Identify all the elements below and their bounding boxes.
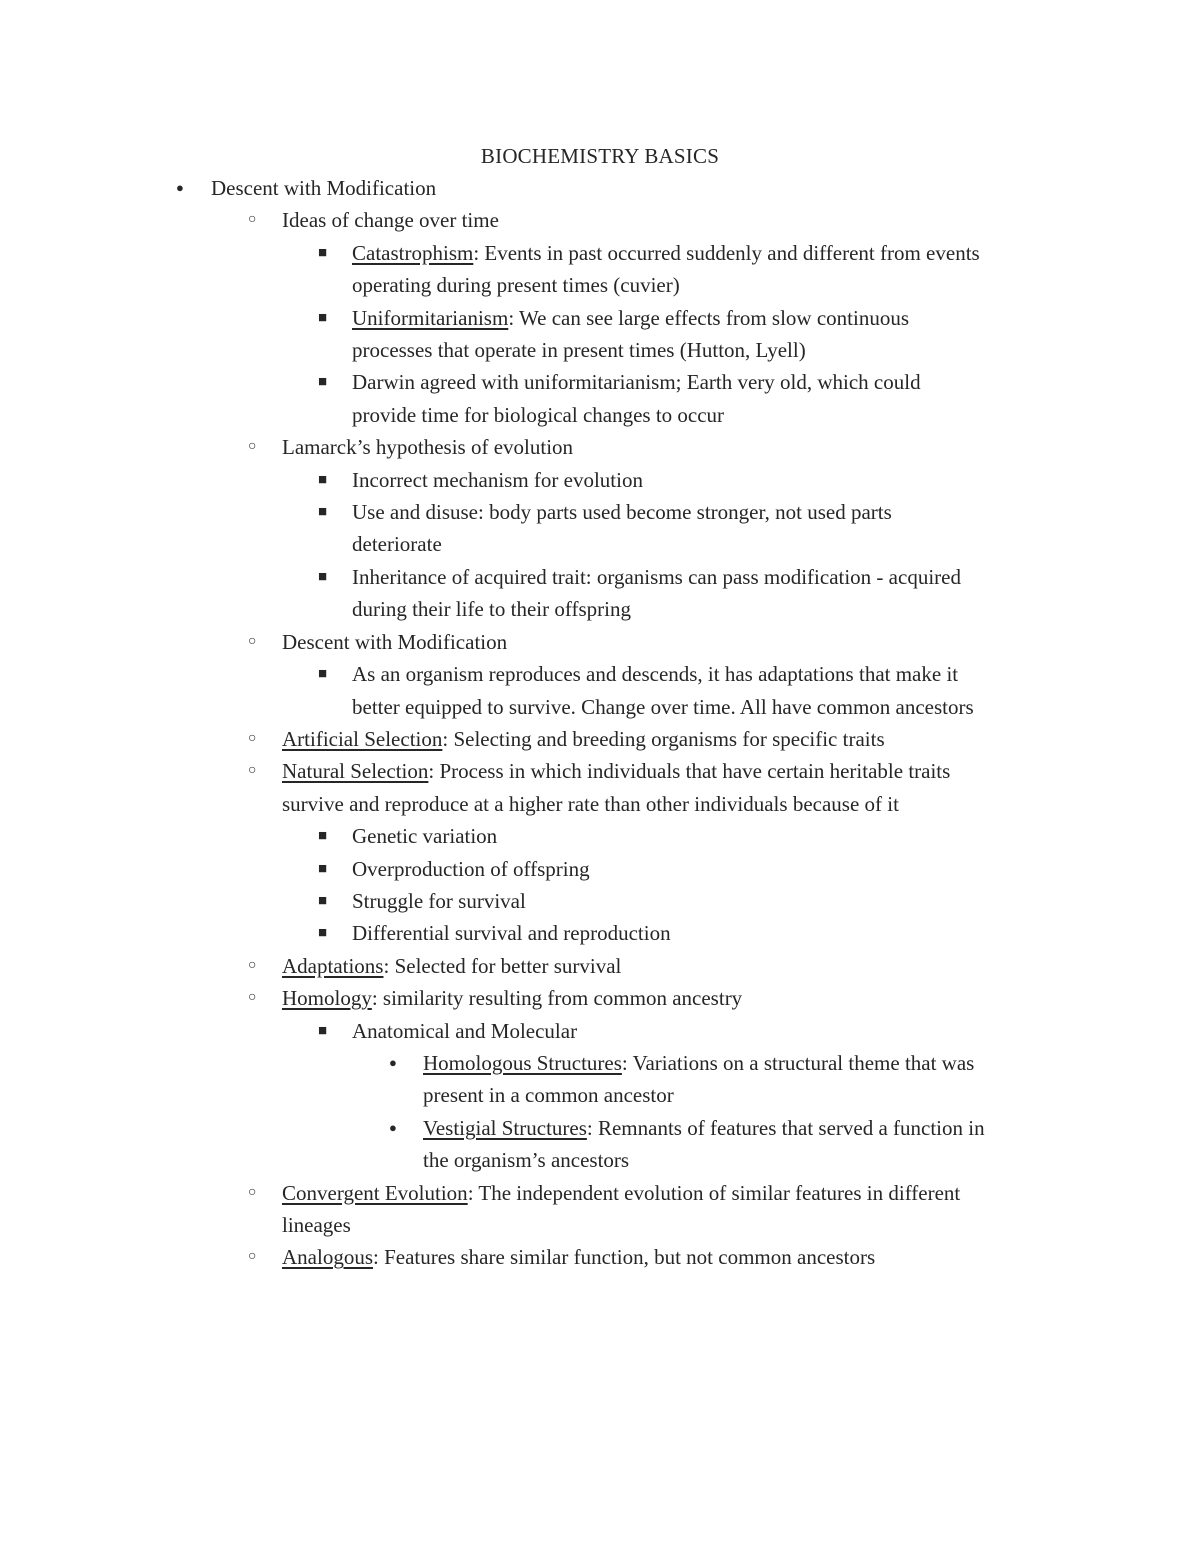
bullet-marker: ○ [248, 212, 257, 228]
outline-item-text [352, 561, 1200, 626]
outline-item-text [352, 496, 1200, 561]
text-line [423, 1079, 1200, 1111]
text-line [352, 366, 1200, 398]
bullet-marker: ■ [318, 471, 328, 488]
outline-item-text [352, 917, 1200, 949]
text-line [352, 237, 1200, 269]
outline-item-text [282, 431, 1200, 463]
outline-item-text [282, 1177, 1200, 1242]
line-text: deteriorate [352, 532, 442, 557]
term-label: Homology [282, 986, 372, 1011]
outline-item-level-3 [0, 853, 1200, 885]
term-label: Convergent Evolution [282, 1180, 468, 1205]
text-line [282, 626, 1200, 658]
bullet-marker: ■ [318, 828, 328, 845]
text-line [282, 1177, 1200, 1209]
text-line [282, 723, 1200, 755]
text-line [352, 853, 1200, 885]
outline-item-text [352, 464, 1200, 496]
bullet-marker: ○ [248, 1249, 257, 1265]
outline-item-text [282, 982, 1200, 1014]
line-text: Incorrect mechanism for evolution [352, 467, 643, 492]
bullet-marker: ■ [318, 666, 328, 683]
text-line [352, 658, 1200, 690]
bullet-marker: ■ [318, 504, 328, 521]
outline-item-text [282, 755, 1200, 820]
outline-item-level-3 [0, 366, 1200, 431]
text-line [352, 528, 1200, 560]
outline-item-text [352, 237, 1200, 302]
outline-item-text [352, 1015, 1200, 1047]
text-line [282, 204, 1200, 236]
text-line [352, 399, 1200, 431]
text-line [352, 1015, 1200, 1047]
outline-item-level-3 [0, 820, 1200, 852]
outline-item-level-2 [0, 982, 1200, 1014]
line-text: Anatomical and Molecular [352, 1018, 578, 1043]
outline-item-text [352, 366, 1200, 431]
outline-item-text [352, 885, 1200, 917]
term-label: Adaptations [282, 953, 384, 978]
line-text: : Features share similar function, but not common ancestors [373, 1245, 876, 1270]
line-text: Darwin agreed with uniformitarianism; Earth very old, which could [352, 370, 921, 395]
outline-item-text [352, 302, 1200, 367]
text-line [423, 1144, 1200, 1176]
outline-item-level-3 [0, 237, 1200, 302]
text-line [352, 561, 1200, 593]
outline-item-text [282, 723, 1200, 755]
line-text: Differential survival and reproduction [352, 921, 671, 946]
bullet-marker: ○ [248, 730, 257, 746]
bullet-marker: ● [389, 1119, 397, 1135]
bullet-marker: ● [176, 180, 184, 195]
bullet-marker: ■ [318, 1022, 328, 1039]
outline-item-text [282, 626, 1200, 658]
bullet-marker: ○ [248, 633, 257, 649]
text-line [282, 1241, 1200, 1273]
outline-item-level-2 [0, 626, 1200, 658]
bullet-marker: ○ [248, 1184, 257, 1200]
outline-item-text [282, 950, 1200, 982]
line-text: : Variations on a structural theme that was [621, 1050, 975, 1075]
bullet-marker: ■ [318, 568, 328, 585]
term-label: Analogous [282, 1245, 373, 1270]
outline-item-text [423, 1047, 1200, 1112]
outline-item-level-2 [0, 1177, 1200, 1242]
text-line [352, 885, 1200, 917]
line-text: : Process in which individuals that have certain heritable traits [428, 759, 951, 784]
outline-item-level-2 [0, 723, 1200, 755]
line-text: Ideas of change over time [282, 208, 499, 233]
text-line [282, 755, 1200, 787]
outline-item-level-4 [0, 1047, 1200, 1112]
bullet-marker: ■ [318, 925, 328, 942]
term-label: Vestigial Structures [423, 1115, 587, 1140]
outline-item-level-2 [0, 204, 1200, 236]
line-text: during their life to their offspring [352, 597, 631, 622]
outline-item-level-3 [0, 464, 1200, 496]
term-label: Artificial Selection [282, 726, 443, 751]
bullet-marker: ■ [318, 860, 328, 877]
outline-item-level-2 [0, 950, 1200, 982]
outline-item-text [282, 204, 1200, 236]
bullet-marker: ■ [318, 309, 328, 326]
outline-item-level-2 [0, 1241, 1200, 1273]
outline-item-text [352, 658, 1200, 723]
outline-item-text [282, 1241, 1200, 1273]
text-line [352, 691, 1200, 723]
line-text: Overproduction of offspring [352, 856, 590, 881]
line-text: : The independent evolution of similar features in different [467, 1180, 961, 1205]
line-text: survive and reproduce at a higher rate than other individuals because of it [282, 791, 899, 816]
line-text: : Selected for better survival [383, 953, 622, 978]
outline-item-level-2 [0, 431, 1200, 463]
outline-item-level-3 [0, 302, 1200, 367]
text-line [423, 1047, 1200, 1079]
outline-item-level-3 [0, 885, 1200, 917]
line-text: : Selecting and breeding organisms for specific traits [442, 726, 885, 751]
bullet-marker: ○ [248, 990, 257, 1006]
line-text: Use and disuse: body parts used become stronger, not used parts [352, 500, 892, 525]
page-title: BIOCHEMISTRY BASICS [480, 144, 720, 168]
bullet-marker: ■ [318, 892, 328, 909]
text-line [352, 464, 1200, 496]
line-text: the organism’s ancestors [423, 1148, 630, 1173]
outline-item-text [423, 1112, 1200, 1177]
term-label: Uniformitarianism [352, 305, 509, 330]
text-line [423, 1112, 1200, 1144]
line-text: Lamarck’s hypothesis of evolution [282, 435, 574, 460]
line-text: processes that operate in present times (Hutton, Lyell) [352, 338, 806, 363]
bullet-marker: ○ [248, 439, 257, 455]
line-text: : Events in past occurred suddenly and different from events [473, 240, 980, 265]
text-line [282, 1209, 1200, 1241]
text-line [352, 269, 1200, 301]
text-line [352, 593, 1200, 625]
text-line [352, 334, 1200, 366]
line-text: better equipped to survive. Change over time. All have common ancestors [352, 694, 974, 719]
outline-item-level-4 [0, 1112, 1200, 1177]
line-text: provide time for biological changes to occur [352, 402, 725, 427]
text-line [211, 172, 1200, 204]
outline-item-text [352, 820, 1200, 852]
outline-item-level-3 [0, 496, 1200, 561]
bullet-marker: ○ [248, 957, 257, 973]
text-line [282, 982, 1200, 1014]
line-text: As an organism reproduces and descends, it has adaptations that make it [352, 662, 959, 687]
outline-list [0, 172, 1200, 1274]
text-line [282, 431, 1200, 463]
outline-item-level-3 [0, 917, 1200, 949]
line-text: Descent with Modification [211, 176, 437, 200]
text-line [352, 302, 1200, 334]
outline-item-level-3 [0, 658, 1200, 723]
line-text: Inheritance of acquired trait: organisms can pass modification - acquired [352, 564, 961, 589]
line-text: : similarity resulting from common ancestry [371, 986, 743, 1011]
outline-item-level-1 [0, 172, 1200, 204]
term-label: Catastrophism [352, 240, 474, 265]
bullet-marker: ■ [318, 374, 328, 391]
line-text: Descent with Modification [282, 629, 508, 654]
line-text: Struggle for survival [352, 888, 526, 913]
bullet-marker: ■ [318, 244, 328, 261]
text-line [352, 820, 1200, 852]
outline-item-text [352, 853, 1200, 885]
line-text: : Remnants of features that served a function in [586, 1115, 985, 1140]
line-text: operating during present times (cuvier) [352, 273, 680, 298]
outline-item-text [211, 172, 1200, 204]
term-label: Natural Selection [282, 759, 429, 784]
outline-item-level-3 [0, 1015, 1200, 1047]
line-text: Genetic variation [352, 824, 498, 849]
outline-item-level-2 [0, 755, 1200, 820]
line-text: lineages [282, 1213, 351, 1237]
line-text: present in a common ancestor [423, 1083, 674, 1108]
text-line [282, 788, 1200, 820]
term-label: Homologous Structures [423, 1050, 622, 1075]
outline-item-level-3 [0, 561, 1200, 626]
line-text: : We can see large effects from slow continuous [508, 305, 910, 330]
text-line [352, 496, 1200, 528]
text-line [282, 950, 1200, 982]
bullet-marker: ○ [248, 763, 257, 779]
text-line [352, 917, 1200, 949]
bullet-marker: ● [389, 1054, 397, 1070]
